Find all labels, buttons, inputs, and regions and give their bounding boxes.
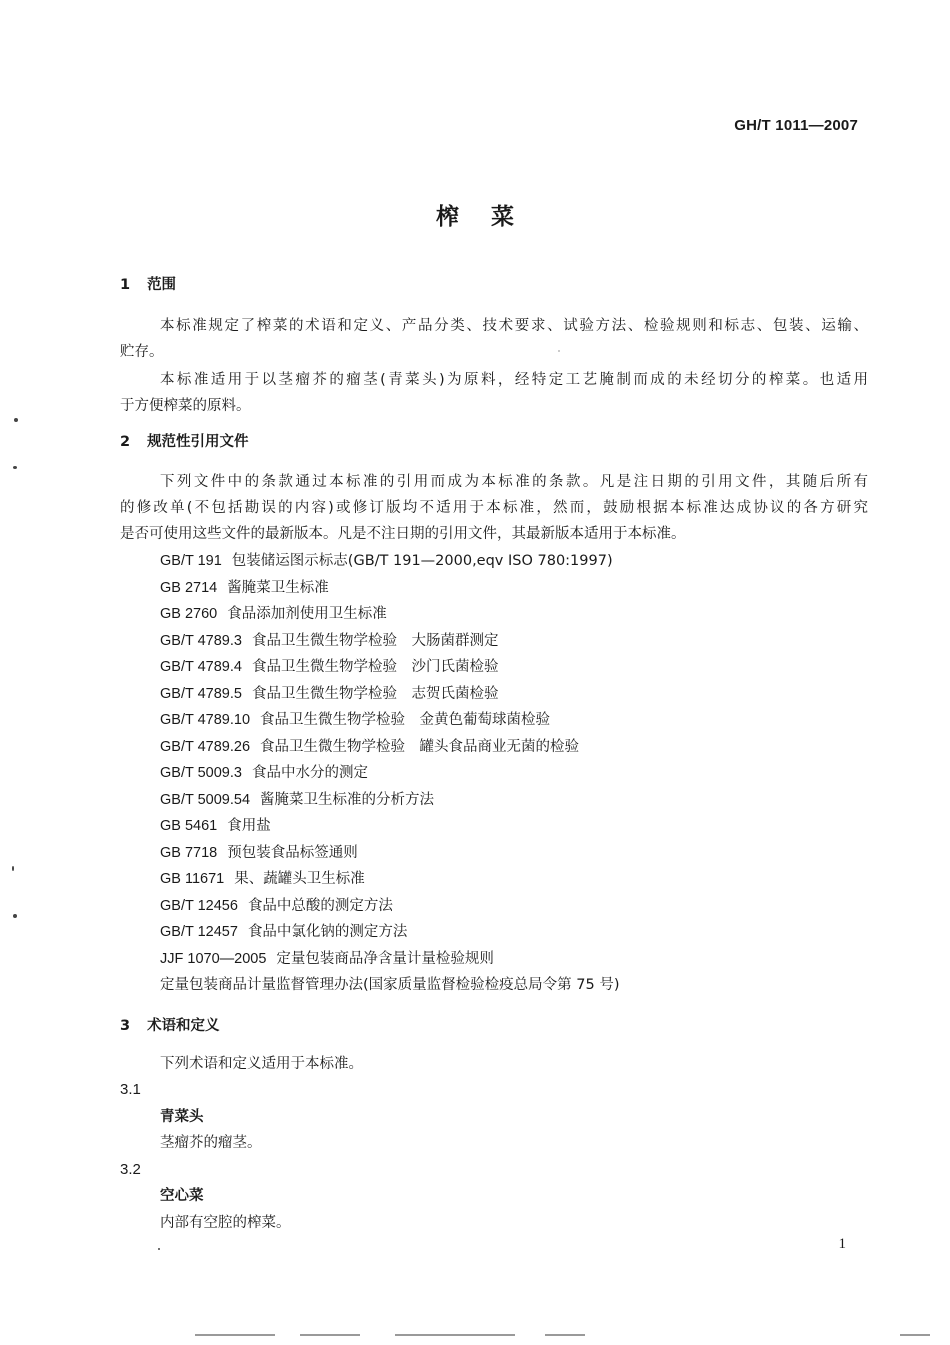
reference-code: GB 11671 xyxy=(160,871,225,887)
reference-item xyxy=(160,631,910,651)
scan-speck xyxy=(14,418,18,422)
term-number: 3.1 xyxy=(120,1081,141,1098)
term-definition: 内部有空腔的榨菜。 xyxy=(160,1215,291,1231)
reference-code: GB/T 191 xyxy=(160,553,222,569)
reference-code: GB/T 12456 xyxy=(160,898,238,914)
reference-title: 预包装食品标签通则 xyxy=(227,845,358,861)
paragraph-line: 的修改单(不包括勘误的内容)或修订版均不适用于本标准，然而，鼓励根据本标准达成协议的各方研究 xyxy=(120,500,868,516)
scan-speck xyxy=(13,466,17,469)
scan-noise xyxy=(900,1334,930,1336)
section-2-heading xyxy=(120,432,870,452)
reference-title: 食品卫生微生物学检验 沙门氏菌检验 xyxy=(251,659,499,675)
reference-item xyxy=(160,737,910,757)
section-title: 术语和定义 xyxy=(147,1018,220,1034)
document-title: 榨菜 xyxy=(436,204,546,230)
reference-code: GB 2760 xyxy=(160,606,218,622)
scan-noise xyxy=(195,1334,275,1336)
reference-item xyxy=(160,578,910,598)
term-name: 空心菜 xyxy=(160,1188,204,1204)
scan-speck xyxy=(558,350,560,352)
section-title: 规范性引用文件 xyxy=(147,434,249,450)
term-number: 3.2 xyxy=(120,1161,141,1178)
reference-item xyxy=(160,710,910,730)
reference-title: 果、蔬罐头卫生标准 xyxy=(234,871,365,887)
reference-title: 定量包装商品净含量计量检验规则 xyxy=(276,951,494,967)
reference-title: 酱腌菜卫生标准 xyxy=(227,580,329,596)
reference-title: 食品卫生微生物学检验 大肠菌群测定 xyxy=(251,633,499,649)
reference-item xyxy=(160,843,910,863)
term-name: 青菜头 xyxy=(160,1109,204,1125)
paragraph-line: 下列术语和定义适用于本标准。 xyxy=(160,1056,363,1072)
section-1-heading xyxy=(120,275,870,295)
reference-title: 食品添加剂使用卫生标准 xyxy=(227,606,387,622)
reference-code: GB 5461 xyxy=(160,818,218,834)
scan-speck xyxy=(13,914,17,918)
reference-code: GB/T 4789.4 xyxy=(160,659,242,675)
paragraph-line: 本标准适用于以茎瘤芥的瘤茎(青菜头)为原料，经特定工艺腌制而成的未经切分的榨菜。也适用 xyxy=(160,372,868,388)
reference-item xyxy=(160,684,910,704)
reference-item xyxy=(160,869,910,889)
reference-code: GB/T 5009.54 xyxy=(160,792,251,808)
reference-code: GB/T 4789.10 xyxy=(160,712,251,728)
reference-code: JJF 1070—2005 xyxy=(160,951,267,967)
section-title: 范围 xyxy=(147,277,177,293)
reference-item: 定量包装商品计量监督管理办法(国家质量监督检验检疫总局令第 75 号) xyxy=(160,977,620,993)
reference-code: GB/T 4789.3 xyxy=(160,633,242,649)
reference-code: GB/T 12457 xyxy=(160,924,238,940)
standard-code: GH/T 1011—2007 xyxy=(734,117,858,134)
section-number: 2 xyxy=(120,434,131,450)
scan-noise xyxy=(545,1334,585,1336)
scan-noise xyxy=(395,1334,515,1336)
reference-item xyxy=(160,922,910,942)
reference-code: GB/T 5009.3 xyxy=(160,765,242,781)
reference-item xyxy=(160,949,910,969)
scan-noise xyxy=(300,1334,360,1336)
section-number: 1 xyxy=(120,277,131,293)
reference-title: 食用盐 xyxy=(227,818,271,834)
reference-title: 食品中水分的测定 xyxy=(251,765,368,781)
reference-item xyxy=(160,657,910,677)
section-3-heading xyxy=(120,1016,870,1036)
reference-item xyxy=(160,604,910,624)
reference-item xyxy=(160,896,910,916)
scan-speck xyxy=(12,866,14,871)
reference-item xyxy=(160,551,910,571)
paragraph-line: 下列文件中的条款通过本标准的引用而成为本标准的条款。凡是注日期的引用文件，其随后所有 xyxy=(160,474,868,490)
term-definition: 茎瘤芥的瘤茎。 xyxy=(160,1135,262,1151)
paragraph-line: 是否可使用这些文件的最新版本。凡是不注日期的引用文件，其最新版本适用于本标准。 xyxy=(120,526,686,542)
reference-title: 食品卫生微生物学检验 志贺氏菌检验 xyxy=(251,686,499,702)
reference-title: 酱腌菜卫生标准的分析方法 xyxy=(260,792,435,808)
section-number: 3 xyxy=(120,1018,131,1034)
reference-code: GB/T 4789.26 xyxy=(160,739,251,755)
reference-title: 食品卫生微生物学检验 罐头食品商业无菌的检验 xyxy=(260,739,580,755)
paragraph-line: 贮存。 xyxy=(120,344,164,360)
scan-speck xyxy=(158,1248,160,1250)
page-number: 1 xyxy=(838,1236,846,1252)
reference-item xyxy=(160,790,910,810)
reference-item xyxy=(160,763,910,783)
reference-title: 食品卫生微生物学检验 金黄色葡萄球菌检验 xyxy=(260,712,551,728)
reference-title: 食品中氯化钠的测定方法 xyxy=(247,924,408,940)
paragraph-line: 于方便榨菜的原料。 xyxy=(120,398,251,414)
reference-title: 食品中总酸的测定方法 xyxy=(247,898,393,914)
reference-code: GB/T 4789.5 xyxy=(160,686,242,702)
reference-item xyxy=(160,816,910,836)
reference-title: 包装储运图示标志(GB/T 191—2000,eqv ISO 780:1997) xyxy=(231,553,613,569)
paragraph-line: 本标准规定了榨菜的术语和定义、产品分类、技术要求、试验方法、检验规则和标志、包装、运输、 xyxy=(160,318,868,334)
reference-code: GB 2714 xyxy=(160,580,218,596)
reference-code: GB 7718 xyxy=(160,845,218,861)
